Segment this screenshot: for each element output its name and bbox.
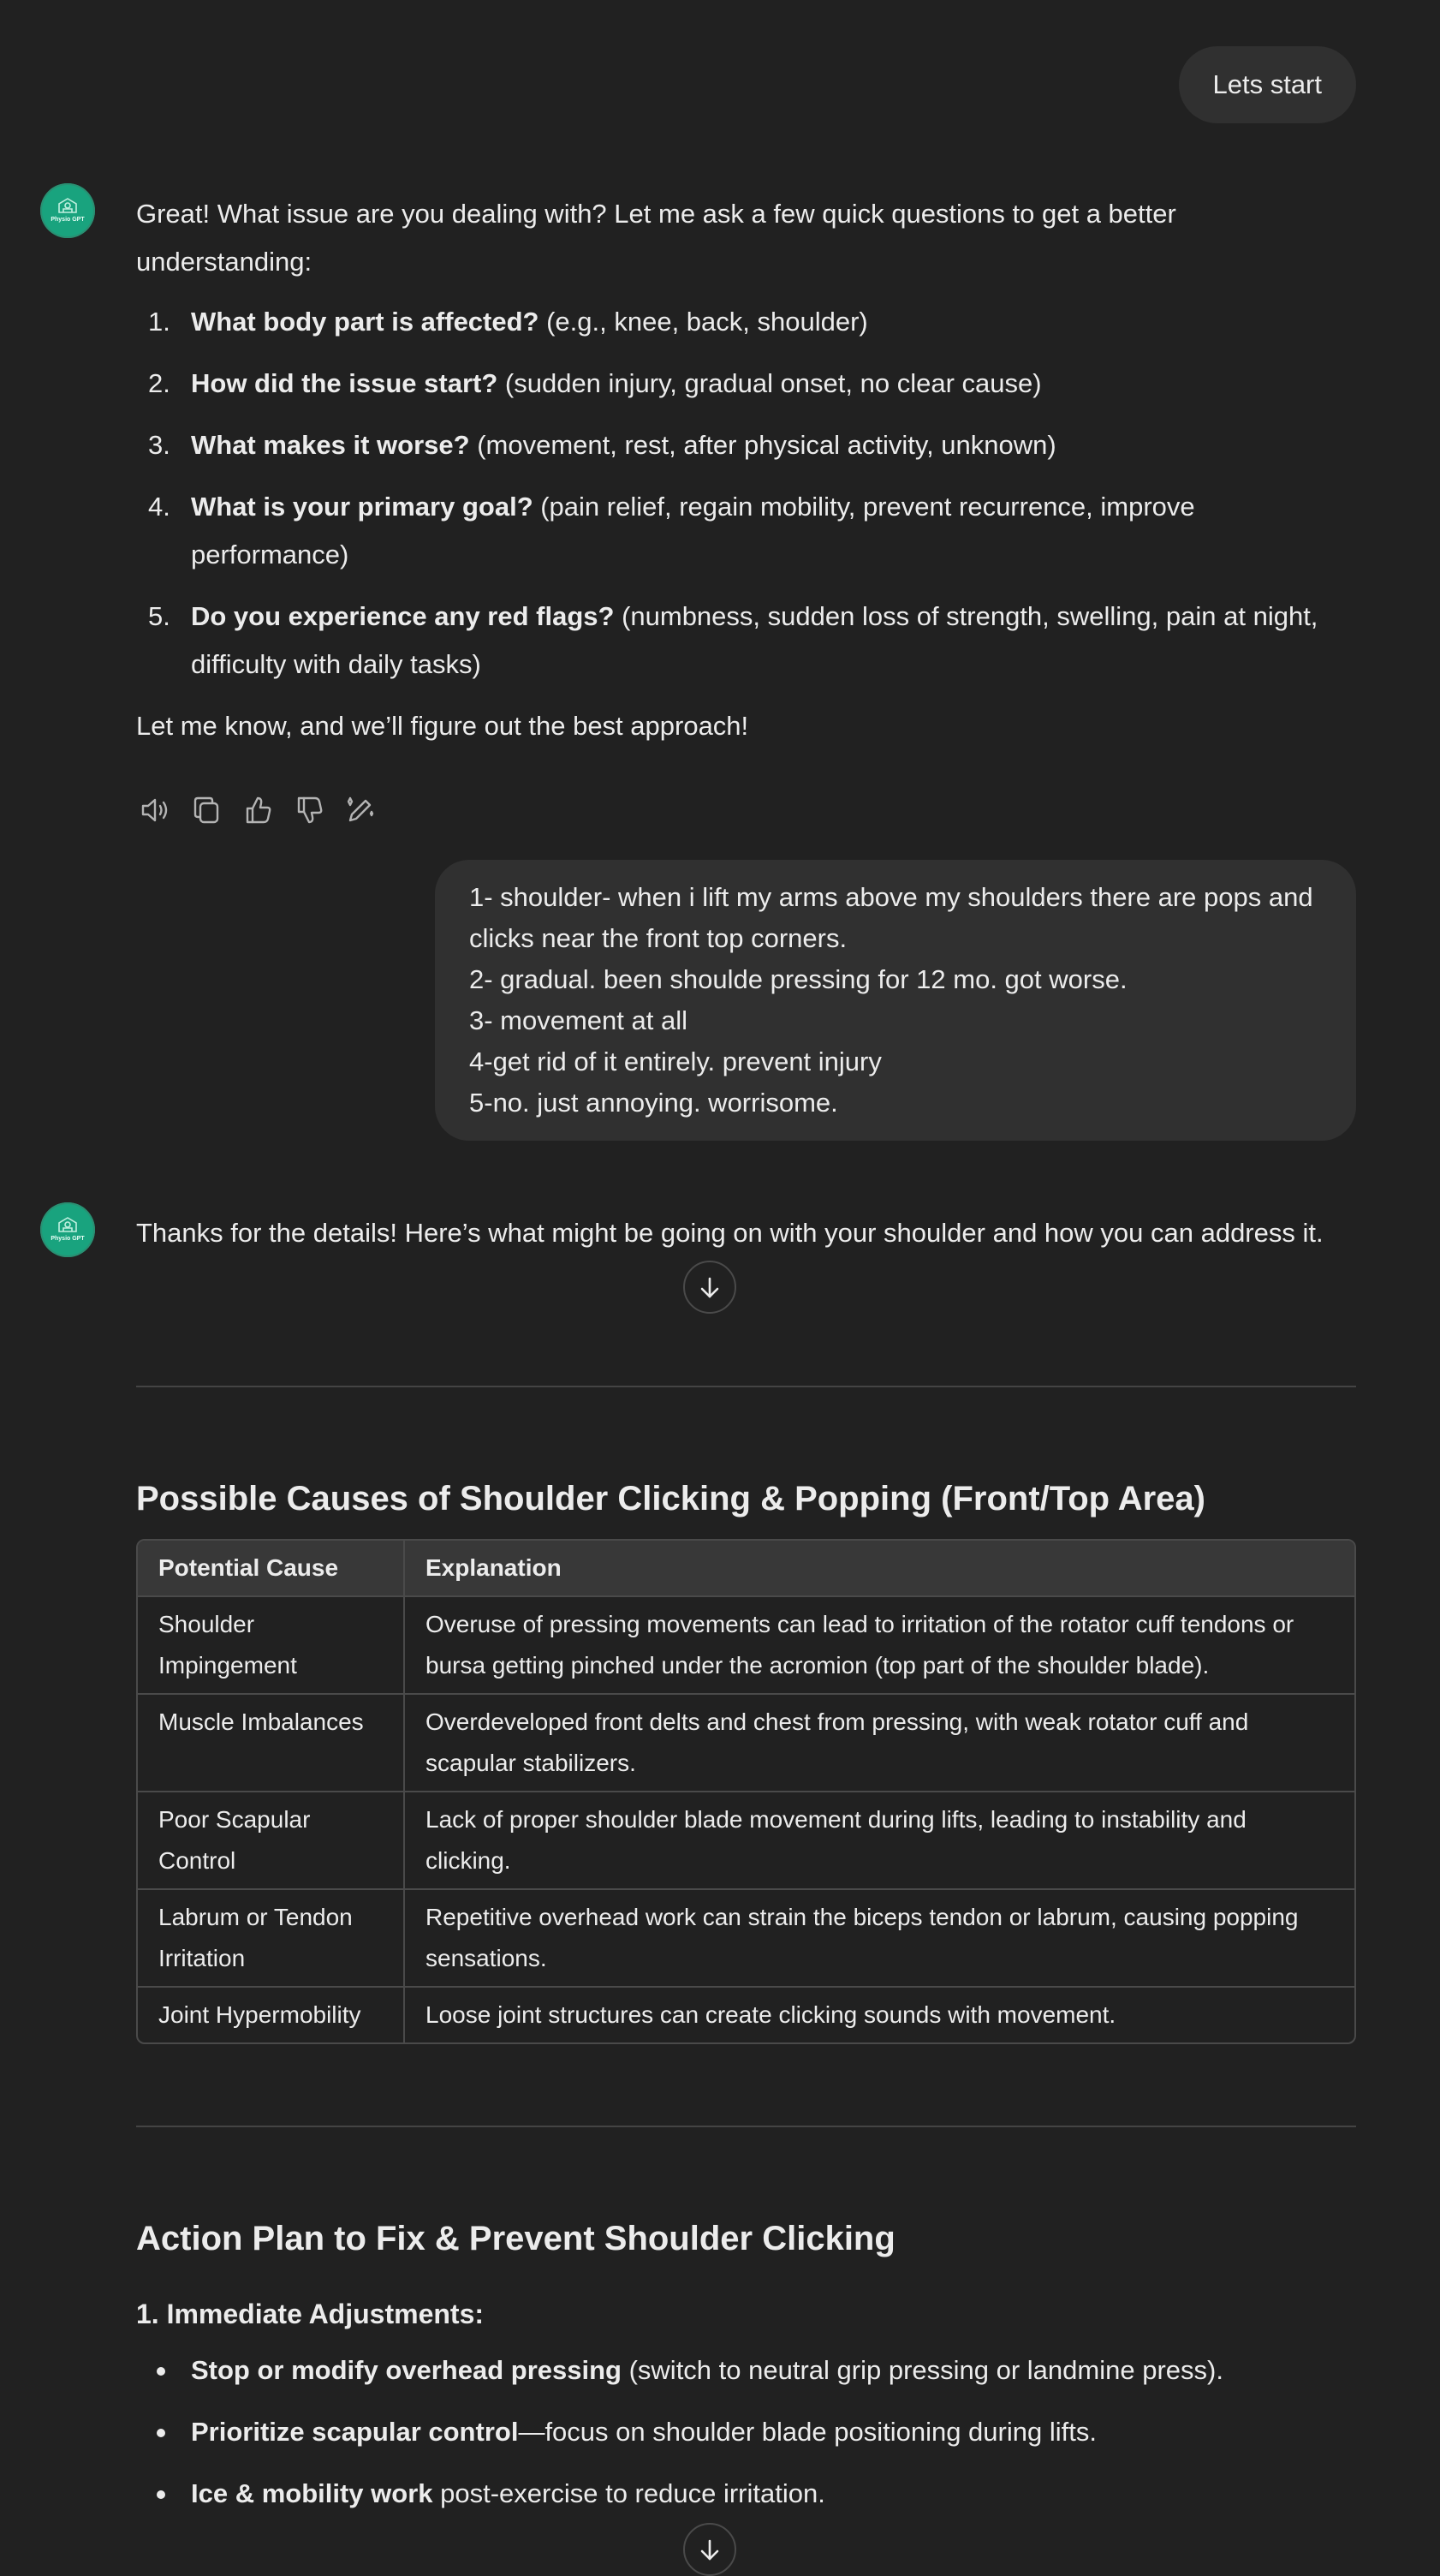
table-cell: Muscle Imbalances bbox=[138, 1694, 404, 1792]
table-row bbox=[138, 1694, 1354, 1792]
table-header-row bbox=[138, 1541, 1354, 1596]
reply-intro: Thanks for the details! Here’s what might be going on with your shoulder and how you can address it. bbox=[136, 1218, 1324, 1248]
table-row bbox=[138, 1987, 1354, 2042]
assistant-message bbox=[136, 190, 1356, 750]
assistant-avatar bbox=[40, 1202, 95, 1257]
table-cell: Overuse of pressing movements can lead to irritation of the rotator cuff tendons or bursa getting pinched under the acromion (top part of the shoulder blade). bbox=[404, 1596, 1354, 1694]
user-message-line: 4-get rid of it entirely. prevent injury bbox=[469, 1046, 882, 1076]
user-message-line: 2- gradual. been shoulde pressing for 12 mo. got worse. bbox=[469, 964, 1128, 994]
list-item: Stop or modify overhead pressing (switch to neutral grip pressing or landmine press). bbox=[136, 2346, 1356, 2394]
list-item: 4. What is your primary goal? (pain relief, regain mobility, prevent recurrence, improve performance) bbox=[148, 492, 1195, 569]
table-cell: Loose joint structures can create clicking sounds with movement. bbox=[404, 1987, 1354, 2042]
reply-outro: Let me know, and we’ll figure out the best approach! bbox=[136, 711, 749, 741]
plan-subheading: 1. Immediate Adjustments: bbox=[136, 2299, 485, 2329]
user-message-line: 1- shoulder- when i lift my arms above my shoulders there are pops and clicks near the front top corners. bbox=[469, 882, 1313, 953]
thumbs-up-icon[interactable] bbox=[239, 791, 277, 829]
assistant-message bbox=[136, 1209, 1356, 1257]
read-aloud-icon[interactable] bbox=[136, 791, 174, 829]
table-row bbox=[138, 1792, 1354, 1889]
list-item: 5. Do you experience any red flags? (numbness, sudden loss of strength, swelling, pain at night, difficulty with daily tasks) bbox=[148, 601, 1318, 679]
table-cell: Overdeveloped front delts and chest from pressing, with weak rotator cuff and scapular stabilizers. bbox=[404, 1694, 1354, 1792]
table-cell: Lack of proper shoulder blade movement during lifts, leading to instability and clicking. bbox=[404, 1792, 1354, 1889]
divider bbox=[136, 2126, 1356, 2127]
avatar-label: Physio GPT bbox=[51, 217, 85, 223]
table-cell: Shoulder Impingement bbox=[138, 1596, 404, 1694]
causes-table bbox=[136, 1539, 1356, 2044]
table-row bbox=[138, 1596, 1354, 1694]
list-item: 3. What makes it worse? (movement, rest, after physical activity, unknown) bbox=[148, 430, 1056, 460]
divider bbox=[136, 1386, 1356, 1387]
scroll-down-button[interactable] bbox=[683, 1261, 736, 1314]
list-item: Prioritize scapular control—focus on shoulder blade positioning during lifts. bbox=[136, 2408, 1356, 2456]
table-cell: Poor Scapular Control bbox=[138, 1792, 404, 1889]
questions-list bbox=[136, 298, 1356, 689]
plan-list bbox=[136, 2346, 1356, 2531]
table-cell: Repetitive overhead work can strain the biceps tendon or labrum, causing popping sensations. bbox=[404, 1889, 1354, 1987]
assistant-avatar bbox=[40, 183, 95, 238]
list-item: 2. How did the issue start? (sudden injury, gradual onset, no clear cause) bbox=[148, 368, 1042, 398]
list-item: 1. What body part is affected? (e.g., knee, back, shoulder) bbox=[148, 307, 868, 337]
user-message-line: 5-no. just annoying. worrisome. bbox=[469, 1088, 838, 1118]
list-item: Ice & mobility work post-exercise to reduce irritation. bbox=[136, 2470, 1356, 2518]
scroll-down-button[interactable] bbox=[683, 2523, 736, 2576]
avatar-label: Physio GPT bbox=[51, 1236, 85, 1242]
causes-heading: Possible Causes of Shoulder Clicking & Popping (Front/Top Area) bbox=[136, 1480, 1205, 1518]
user-message-text: Lets start bbox=[1212, 69, 1322, 99]
edit-icon[interactable] bbox=[342, 791, 379, 829]
table-header-cell: Potential Cause bbox=[138, 1541, 404, 1596]
arrow-down-icon bbox=[696, 2537, 723, 2564]
plan-heading: Action Plan to Fix & Prevent Shoulder Clicking bbox=[136, 2220, 896, 2257]
copy-icon[interactable] bbox=[187, 791, 225, 829]
table-row bbox=[138, 1889, 1354, 1987]
arrow-down-icon bbox=[696, 1274, 723, 1302]
user-message-line: 3- movement at all bbox=[469, 1005, 687, 1035]
thumbs-down-icon[interactable] bbox=[290, 791, 328, 829]
table-cell: Joint Hypermobility bbox=[138, 1987, 404, 2042]
table-header-cell: Explanation bbox=[404, 1541, 1354, 1596]
user-message-bubble bbox=[1179, 46, 1357, 123]
user-message-bubble bbox=[435, 860, 1356, 1141]
table-cell: Labrum or Tendon Irritation bbox=[138, 1889, 404, 1987]
reply-intro: Great! What issue are you dealing with? Let me ask a few quick questions to get a better understanding: bbox=[136, 199, 1176, 277]
